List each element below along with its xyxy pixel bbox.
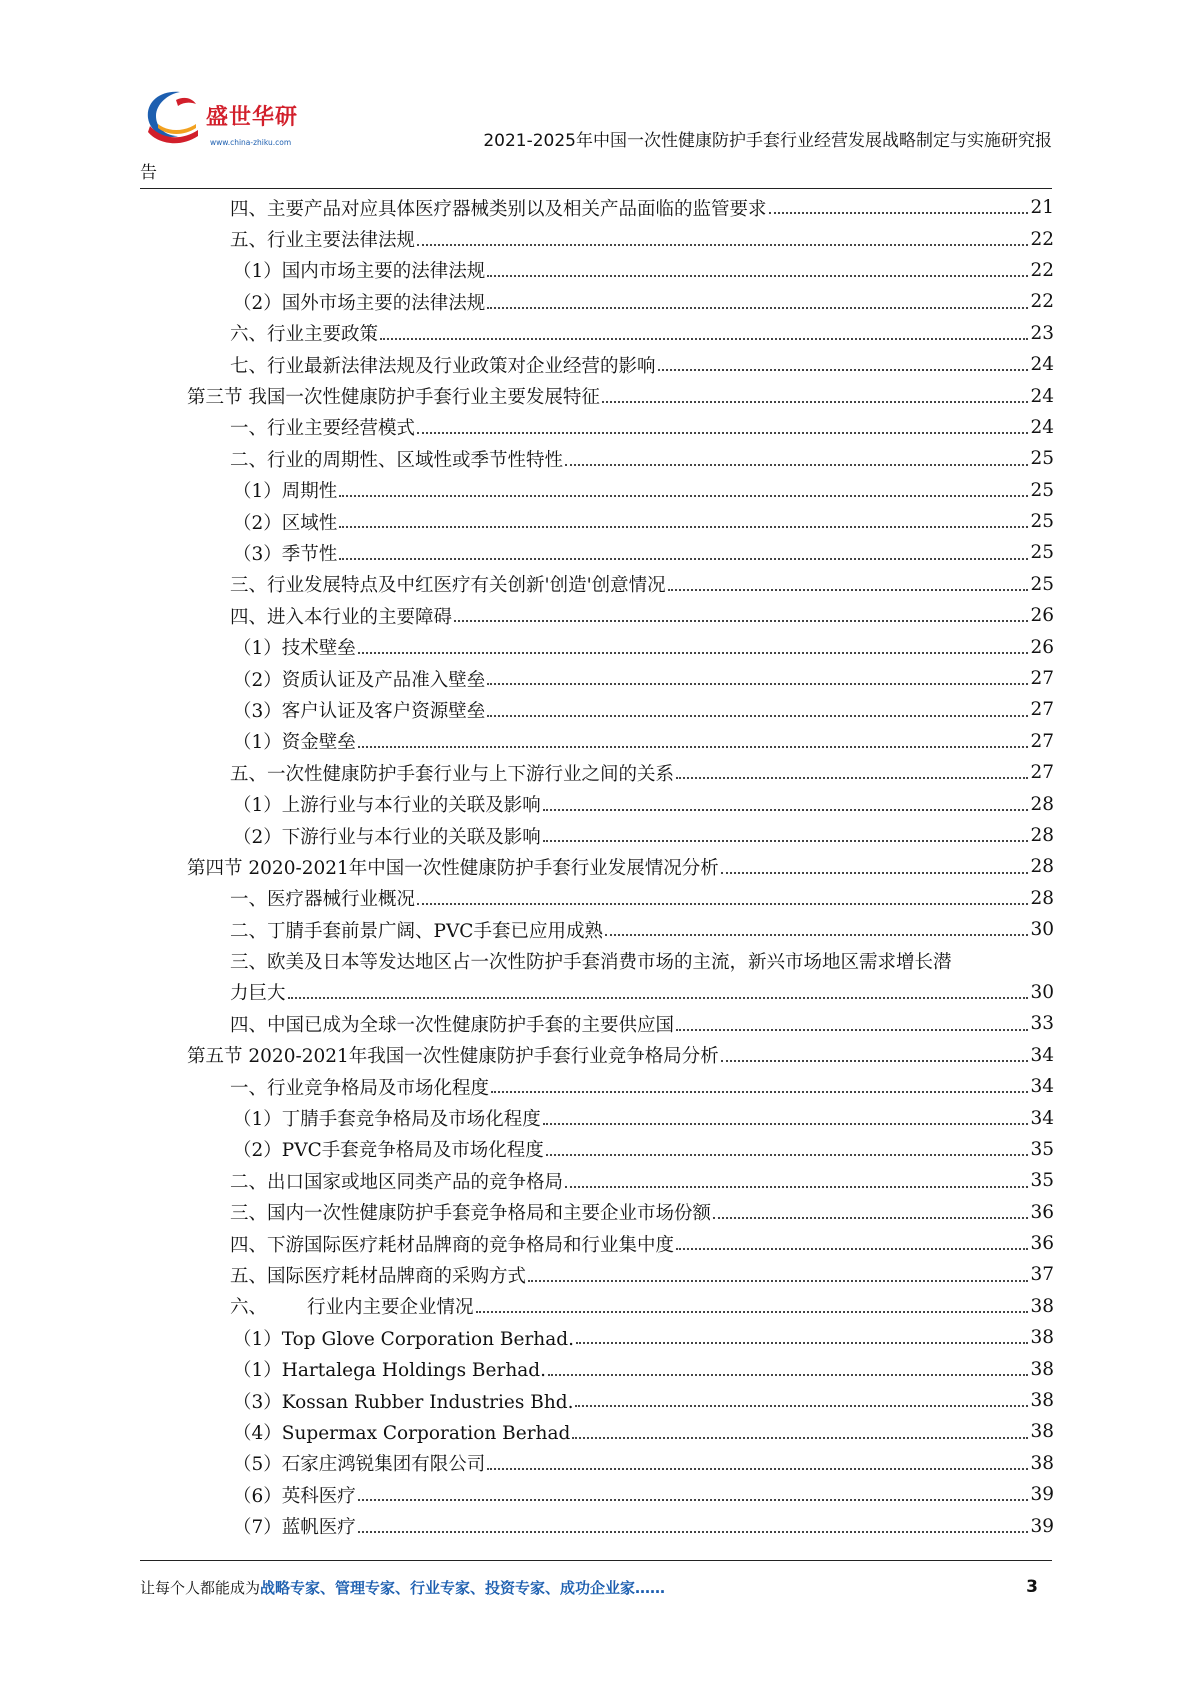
toc-page-number: 25 (1030, 511, 1054, 533)
toc-page-number: 38 (1030, 1390, 1054, 1412)
toc-entry[interactable] (187, 1385, 1054, 1416)
page-number: 3 (1026, 1577, 1038, 1597)
toc-leader-dots (769, 211, 1029, 214)
toc-page-number: 24 (1030, 354, 1054, 376)
toc-entry-title: 二、丁腈手套前景广阔、PVC手套已应用成熟 (230, 920, 603, 942)
toc-leader-dots (543, 1122, 1029, 1125)
toc-leader-dots (713, 1216, 1028, 1219)
toc-entry[interactable] (187, 1228, 1054, 1259)
toc-page-number: 22 (1030, 291, 1054, 313)
toc-entry[interactable] (187, 192, 1054, 223)
toc-entry-title: 第五节 2020-2021年我国一次性健康防护手套行业竞争格局分析 (187, 1046, 719, 1068)
toc-page-number: 28 (1030, 825, 1054, 846)
toc-page-number: 36 (1030, 1201, 1054, 1223)
toc-leader-dots (358, 745, 1029, 748)
toc-entry[interactable] (187, 1134, 1054, 1165)
toc-entry-title: （2）下游行业与本行业的关联及影响 (233, 826, 541, 848)
footer-divider (140, 1560, 1052, 1561)
toc-leader-dots (546, 1153, 1029, 1156)
toc-entry-title: （3）Kossan Rubber Industries Bhd. (233, 1391, 574, 1413)
toc-entry[interactable] (187, 318, 1054, 349)
toc-entry-title: 三、行业发展特点及中红医疗有关创新'创造'创意情况 (230, 575, 666, 597)
toc-page-number: 33 (1030, 1013, 1054, 1035)
toc-leader-dots (358, 1498, 1029, 1501)
toc-leader-dots (605, 933, 1028, 936)
toc-page-number: 24 (1030, 416, 1054, 438)
toc-entry-title: 四、中国已成为全球一次性健康防护手套的主要供应国 (230, 1014, 675, 1036)
toc-entry[interactable] (187, 1071, 1054, 1102)
toc-page-number: 25 (1030, 448, 1054, 470)
toc-entry[interactable] (187, 1291, 1054, 1322)
toc-page-number: 39 (1030, 1484, 1054, 1506)
toc-entry-title: 第三节 我国一次性健康防护手套行业主要发展特征 (187, 387, 600, 409)
toc-entry[interactable] (187, 569, 1054, 600)
toc-leader-dots (676, 1028, 1028, 1031)
toc-page-number: 22 (1030, 259, 1054, 281)
toc-page-number: 23 (1030, 322, 1054, 344)
toc-entry[interactable] (187, 1102, 1054, 1133)
toc-entry-title: （6）英科医疗 (233, 1485, 356, 1507)
toc-entry-title: 一、行业竞争格局及市场化程度 (230, 1077, 490, 1099)
toc-entry[interactable] (187, 883, 1054, 914)
toc-page-number: 34 (1030, 1107, 1054, 1129)
page-footer (140, 1577, 1052, 1603)
toc-entry-title: （7）蓝帆医疗 (233, 1517, 356, 1539)
toc-page-number: 25 (1030, 542, 1054, 564)
toc-entry-title: 七、行业最新法律法规及行业政策对企业经营的影响 (230, 355, 656, 377)
toc-leader-dots (543, 808, 1029, 811)
toc-leader-dots (487, 682, 1028, 685)
toc-entry-title: （5）石家庄鸿锐集团有限公司 (233, 1454, 486, 1476)
toc-entry[interactable] (187, 1197, 1054, 1228)
toc-entry[interactable] (187, 286, 1054, 317)
toc-entry[interactable] (187, 1165, 1054, 1196)
toc-leader-dots (487, 714, 1028, 717)
logo-url: www.china-zhiku.com (210, 138, 292, 147)
toc-page-number: 39 (1030, 1515, 1054, 1537)
toc-entry-title: 三、欧美及日本等发达地区占一次性防护手套消费市场的主流，新兴市场地区需求增长潜 (230, 952, 952, 974)
toc-entry-title: （3）季节性 (233, 543, 338, 565)
toc-entry-title: （4）Supermax Corporation Berhad (233, 1422, 571, 1444)
toc-page-number: 24 (1030, 385, 1054, 407)
toc-entry[interactable] (187, 1353, 1054, 1384)
toc-entry[interactable] (187, 914, 1054, 945)
toc-page-number: 27 (1030, 762, 1054, 784)
toc-leader-dots (487, 274, 1028, 277)
toc-leader-dots (358, 1530, 1029, 1533)
toc-page-number: 27 (1030, 668, 1054, 690)
toc-entry-title: 三、国内一次性健康防护手套竞争格局和主要企业市场份额 (230, 1203, 712, 1225)
toc-entry-title: 六、行业主要政策 (230, 324, 379, 346)
header-divider (140, 188, 1052, 189)
toc-entry-title: （2）PVC手套竞争格局及市场化程度 (233, 1140, 544, 1162)
toc-page-number: 26 (1030, 605, 1054, 627)
toc-leader-dots (602, 400, 1029, 403)
toc-leader-dots (668, 588, 1029, 591)
toc-entry[interactable] (187, 349, 1054, 380)
toc-entry-title: 一、行业主要经营模式 (230, 418, 416, 440)
toc-entry-title: （1）资金壁垒 (233, 732, 356, 754)
page-header (140, 78, 1052, 188)
toc-entry[interactable] (187, 631, 1054, 662)
logo-title: 盛世华研 (206, 105, 299, 130)
toc-entry-title: 五、一次性健康防护手套行业与上下游行业之间的关系 (230, 763, 675, 785)
toc-entry[interactable] (187, 1510, 1054, 1541)
toc-entry[interactable] (187, 820, 1054, 851)
toc-leader-dots (676, 1247, 1028, 1250)
toc-entry[interactable] (187, 537, 1054, 568)
toc-page-number: 38 (1030, 1421, 1054, 1443)
toc-page-number: 38 (1030, 1452, 1054, 1474)
toc-leader-dots (487, 1467, 1028, 1470)
toc-entry[interactable] (187, 443, 1054, 474)
toc-leader-dots (339, 557, 1028, 560)
toc-leader-dots (721, 871, 1029, 874)
toc-entry-title: 五、国际医疗耗材品牌商的采购方式 (230, 1265, 527, 1287)
toc-leader-dots (528, 1279, 1028, 1282)
toc-entry[interactable] (187, 694, 1054, 725)
toc-page-number: 30 (1030, 919, 1054, 941)
toc-entry[interactable] (187, 412, 1054, 443)
toc-leader-dots (575, 1404, 1028, 1407)
toc-entry[interactable] (187, 600, 1054, 631)
toc-page-number: 21 (1030, 197, 1054, 219)
toc-entry-title: （1）Hartalega Holdings Berhad. (233, 1360, 546, 1382)
toc-entry-title-part: 行业内主要企业情况 (307, 1297, 474, 1319)
toc-page-number: 36 (1030, 1233, 1054, 1255)
toc-leader-dots (676, 776, 1028, 779)
toc-entry-title: （1）Top Glove Corporation Berhad. (233, 1328, 574, 1350)
toc-leader-dots (487, 306, 1028, 309)
toc-entry-title: （1）丁腈手套竞争格局及市场化程度 (233, 1109, 541, 1131)
toc-page-number: 38 (1030, 1295, 1054, 1317)
toc-leader-dots (476, 1310, 1029, 1313)
toc-leader-dots (417, 243, 1028, 246)
toc-entry[interactable] (187, 380, 1054, 411)
toc-entry-title: 二、行业的周期性、区域性或季节性特性 (230, 449, 564, 471)
toc-entry-title: 四、主要产品对应具体医疗器械类别以及相关产品面临的监管要求 (230, 198, 767, 220)
toc-entry[interactable] (187, 851, 1054, 882)
toc-leader-dots (380, 337, 1028, 340)
toc-entry-title-continued: 力巨大 (230, 983, 286, 1005)
toc-leader-dots (565, 1185, 1028, 1188)
toc-entry-title: （1）上游行业与本行业的关联及影响 (233, 795, 541, 817)
toc-page-number: 22 (1030, 228, 1054, 250)
toc-leader-dots (548, 1373, 1028, 1376)
toc-page-number: 28 (1030, 887, 1054, 909)
toc-entry-title: 六、 (230, 1297, 268, 1319)
toc-page-number: 25 (1030, 479, 1054, 501)
toc-leader-dots (454, 619, 1028, 622)
toc-entry[interactable] (187, 757, 1054, 788)
toc-entry-title: （1）周期性 (233, 481, 338, 503)
footer-slogan-prefix: 让每个人都能成为 (140, 1579, 261, 1597)
toc-entry-title: 第四节 2020-2021年中国一次性健康防护手套行业发展情况分析 (187, 857, 719, 879)
toc-page-number: 34 (1030, 1076, 1054, 1098)
toc-leader-dots (576, 1341, 1028, 1344)
toc-entry[interactable] (187, 1416, 1054, 1447)
toc-leader-dots (417, 902, 1028, 905)
toc-entry[interactable] (187, 1322, 1054, 1353)
toc-leader-dots (491, 1090, 1028, 1093)
toc-entry-title: （3）客户认证及客户资源壁垒 (233, 700, 486, 722)
toc-entry[interactable] (187, 1040, 1054, 1071)
toc-entry-title: 五、行业主要法律法规 (230, 230, 416, 252)
toc-entry-title: （1）技术壁垒 (233, 638, 356, 660)
toc-leader-dots (358, 651, 1029, 654)
toc-page-number: 30 (1030, 981, 1054, 1003)
toc-leader-dots (288, 996, 1029, 999)
toc-page-number: 38 (1030, 1358, 1054, 1380)
toc-entry-title: （1）国内市场主要的法律法规 (233, 261, 486, 283)
toc-entry[interactable] (187, 506, 1054, 537)
document-title-tail: 告 (140, 163, 157, 183)
toc-entry-title: 一、医疗器械行业概况 (230, 889, 416, 911)
toc-page-number: 35 (1030, 1170, 1054, 1192)
toc-entry-title: 四、进入本行业的主要障碍 (230, 606, 453, 628)
footer-slogan-highlight: 战略专家、管理专家、行业专家、投资专家、成功企业家…… (260, 1579, 666, 1597)
toc-entry[interactable] (187, 475, 1054, 506)
toc-leader-dots (417, 431, 1028, 434)
toc-entry[interactable] (187, 1259, 1054, 1290)
toc-entry-title: （2）国外市场主要的法律法规 (233, 292, 486, 314)
toc-leader-dots (721, 1059, 1029, 1062)
toc-leader-dots (339, 494, 1028, 497)
toc-page-number: 35 (1030, 1138, 1054, 1160)
toc-entry[interactable] (187, 255, 1054, 286)
toc-page-number: 28 (1030, 793, 1054, 815)
toc-entry[interactable] (187, 788, 1054, 819)
document-title: 2021-2025年中国一次性健康防护手套行业经营发展战略制定与实施研究报 (483, 131, 1052, 151)
toc-entry[interactable] (187, 945, 1054, 1008)
toc-leader-dots (565, 463, 1028, 466)
toc-page-number: 27 (1030, 730, 1054, 752)
toc-entry[interactable] (187, 726, 1054, 757)
toc-page-number: 28 (1030, 856, 1054, 878)
toc-entry-title: （2）资质认证及产品准入壁垒 (233, 669, 486, 691)
toc-page-number: 38 (1030, 1327, 1054, 1349)
toc-entry[interactable] (187, 223, 1054, 254)
toc-leader-dots (339, 525, 1028, 528)
table-of-contents (187, 192, 1054, 1542)
toc-leader-dots (658, 368, 1029, 371)
toc-page-number: 37 (1030, 1264, 1054, 1286)
toc-entry-title: 二、出口国家或地区同类产品的竞争格局 (230, 1171, 564, 1193)
toc-page-number: 27 (1030, 699, 1054, 721)
toc-entry[interactable] (187, 1448, 1054, 1479)
toc-leader-dots (543, 839, 1029, 842)
toc-page-number: 25 (1030, 573, 1054, 595)
toc-leader-dots (572, 1436, 1028, 1439)
toc-entry[interactable] (187, 663, 1054, 694)
toc-page-number: 26 (1030, 636, 1054, 658)
toc-entry[interactable] (187, 1479, 1054, 1510)
toc-page-number: 34 (1030, 1044, 1054, 1066)
toc-entry[interactable] (187, 1008, 1054, 1039)
toc-entry-title: （2）区域性 (233, 512, 338, 534)
toc-entry-title: 四、下游国际医疗耗材品牌商的竞争格局和行业集中度 (230, 1234, 675, 1256)
